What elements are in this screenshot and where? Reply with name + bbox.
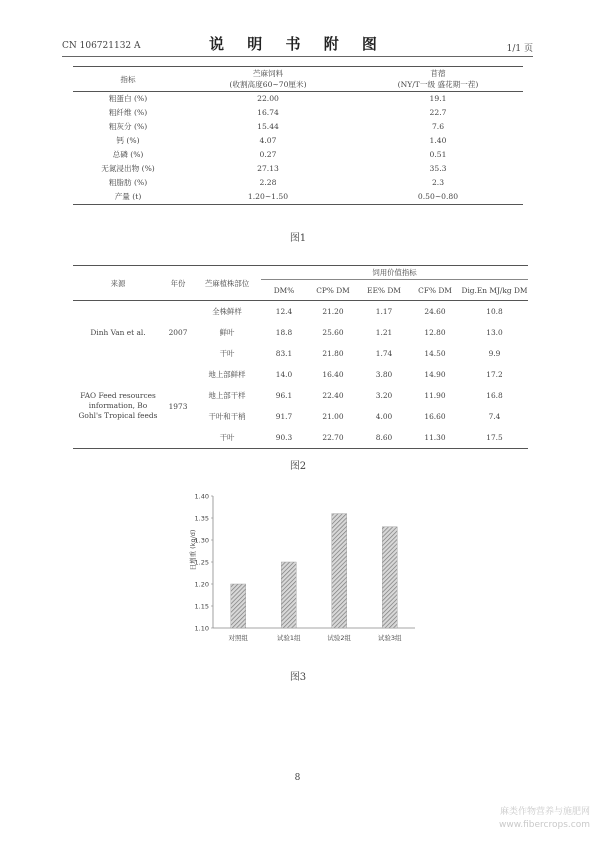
cf-cell: 14.90 [424, 370, 446, 379]
table-row [73, 106, 523, 120]
header-year: 年份 [170, 278, 186, 288]
part-cell: 全株鲜样 [212, 307, 242, 316]
row-label: 无氮浸出物 (%) [101, 164, 155, 173]
bar-2 [281, 562, 296, 628]
dm-cell: 91.7 [275, 412, 293, 421]
row-label: 总磷 (%) [112, 150, 144, 159]
header-cp: CP% DM [316, 285, 350, 295]
table-row [73, 364, 528, 385]
y-tick-label: 1.30 [194, 536, 209, 545]
watermark-line: 麻类作物营养与施肥网 [499, 807, 590, 817]
cell-alfalfa: 2.3 [431, 178, 445, 187]
header-part: 苎麻植株部位 [204, 278, 250, 288]
bar-3 [332, 514, 347, 628]
cell-ramie: 0.27 [259, 150, 277, 159]
ee-cell: 1.17 [375, 307, 393, 316]
y-tick-label: 1.10 [194, 624, 209, 633]
header-dig: Dig.En MJ/kg DM [461, 285, 528, 295]
row-label: 粗纤维 (%) [108, 108, 148, 117]
cell-ramie: 22.00 [257, 94, 279, 103]
header-divider [62, 56, 533, 57]
header-ramie-note: (收割高度60~70厘米) [229, 80, 307, 89]
header-alfalfa-name: 苜蓿 [430, 69, 446, 78]
cell-ramie: 15.44 [257, 122, 279, 131]
header-ramie [183, 67, 353, 92]
dm-cell: 83.1 [275, 349, 293, 358]
table-row [73, 92, 523, 107]
dig-cell: 16.8 [486, 391, 503, 400]
dm-cell: 12.4 [275, 307, 293, 316]
dig-cell: 9.9 [488, 349, 501, 358]
y-tick-label: 1.15 [194, 602, 209, 611]
table-row [73, 134, 523, 148]
y-tick-label: 1.40 [194, 492, 209, 501]
header-alfalfa-note: (NY/T一级 盛花期一茬) [397, 80, 479, 89]
table-row [73, 148, 523, 162]
ee-cell: 4.00 [375, 412, 393, 421]
year-cell: 2007 [168, 328, 188, 337]
cell-alfalfa: 0.50~0.80 [417, 192, 459, 201]
dig-cell: 7.4 [488, 412, 501, 421]
page-count: 1/1 页 [506, 44, 533, 54]
table-row [73, 120, 523, 134]
dig-cell: 13.0 [486, 328, 503, 337]
header-alfalfa [353, 67, 523, 92]
table-header-row [73, 266, 528, 280]
cp-cell: 21.00 [322, 412, 344, 421]
cell-alfalfa: 19.1 [429, 94, 447, 103]
cell-ramie: 16.74 [257, 108, 279, 117]
ee-cell: 8.60 [375, 433, 393, 442]
figure-2-label: 图2 [289, 461, 307, 472]
year-cell: 1973 [168, 401, 188, 411]
ee-cell: 3.80 [375, 370, 393, 379]
y-axis-label: 日增重 (kg/d) [189, 529, 197, 571]
source-line: FAO Feed resources [80, 391, 156, 400]
row-label: 粗蛋白 (%) [108, 94, 148, 103]
header-indicator: 指标 [120, 74, 136, 84]
bar-4 [382, 527, 397, 628]
row-label: 钙 (%) [116, 136, 140, 145]
dm-cell: 90.3 [275, 433, 293, 442]
row-label: 粗脂肪 (%) [108, 178, 148, 187]
daily-gain-bar-chart [185, 488, 420, 648]
cell-alfalfa: 1.40 [429, 136, 447, 145]
x-tick-label: 对照组 [228, 634, 248, 642]
table-row [73, 162, 523, 176]
part-cell: 地上部干样 [208, 391, 246, 400]
cp-cell: 22.40 [322, 391, 344, 400]
part-cell: 地上部鲜样 [208, 370, 246, 379]
cp-cell: 21.80 [322, 349, 344, 358]
header-feed-value-group: 饲用价值指标 [261, 266, 528, 280]
header-ramie-name: 苎麻饲料 [252, 69, 284, 78]
part-cell: 鲜叶 [219, 328, 235, 337]
nutrient-comparison-table [73, 66, 523, 205]
table-row [73, 301, 528, 323]
y-tick-label: 1.20 [194, 580, 209, 589]
cp-cell: 22.70 [322, 433, 344, 442]
cell-ramie: 1.20~1.50 [247, 192, 289, 201]
cf-cell: 16.60 [424, 412, 446, 421]
header-dm: DM% [273, 285, 295, 295]
table-header-row [73, 67, 523, 92]
y-tick-label: 1.35 [194, 514, 209, 523]
row-label: 粗灰分 (%) [108, 122, 148, 131]
cp-cell: 21.20 [322, 307, 344, 316]
cf-cell: 11.90 [424, 391, 446, 400]
site-watermark [470, 806, 590, 832]
source-line: information, Bo [88, 401, 148, 410]
cell-alfalfa: 35.3 [429, 164, 447, 173]
cell-alfalfa: 7.6 [431, 122, 445, 131]
cell-alfalfa: 22.7 [429, 108, 447, 117]
ee-cell: 3.20 [375, 391, 393, 400]
dm-cell: 14.0 [275, 370, 293, 379]
feed-value-table [73, 265, 528, 449]
figure-1-label: 图1 [289, 233, 307, 244]
header-source: 来源 [110, 278, 126, 288]
dm-cell: 96.1 [275, 391, 293, 400]
dig-cell: 10.8 [486, 307, 503, 316]
y-tick-label: 1.25 [194, 558, 209, 567]
cell-ramie: 2.28 [259, 178, 277, 187]
source-line: Gohl's Tropical feeds [78, 411, 158, 420]
cf-cell: 11.30 [424, 433, 446, 442]
header-cf: CF% DM [418, 285, 452, 295]
patent-number: CN 106721132 A [62, 41, 141, 51]
cf-cell: 14.50 [424, 349, 446, 358]
cp-cell: 16.40 [322, 370, 344, 379]
figure-3-label: 图3 [289, 672, 307, 683]
part-cell: 干叶和干梢 [208, 412, 246, 421]
ee-cell: 1.74 [375, 349, 393, 358]
source-cell [73, 364, 163, 449]
cell-alfalfa: 0.51 [429, 150, 447, 159]
table-row [73, 176, 523, 190]
part-cell: 干叶 [219, 433, 235, 442]
header-ee: EE% DM [367, 285, 401, 295]
x-tick-label: 试验1组 [276, 634, 301, 642]
ee-cell: 1.21 [375, 328, 393, 337]
watermark-url: www.fibercrops.com [499, 820, 590, 830]
cell-ramie: 4.07 [259, 136, 277, 145]
bar-1 [231, 584, 246, 628]
x-tick-label: 试验3组 [377, 634, 402, 642]
dig-cell: 17.5 [486, 433, 503, 442]
table-row [73, 190, 523, 205]
cf-cell: 24.60 [424, 307, 446, 316]
dm-cell: 18.8 [275, 328, 293, 337]
part-cell: 干叶 [219, 349, 235, 358]
cell-ramie: 27.13 [257, 164, 279, 173]
source-cell: Dinh Van et al. [90, 328, 146, 337]
cp-cell: 25.60 [322, 328, 344, 337]
page-number: 8 [294, 773, 301, 783]
x-tick-label: 试验2组 [327, 634, 352, 642]
dig-cell: 17.2 [486, 370, 503, 379]
cf-cell: 12.80 [424, 328, 446, 337]
page-title: 说 明 书 附 图 [209, 35, 386, 53]
row-label: 产量 (t) [114, 192, 142, 201]
